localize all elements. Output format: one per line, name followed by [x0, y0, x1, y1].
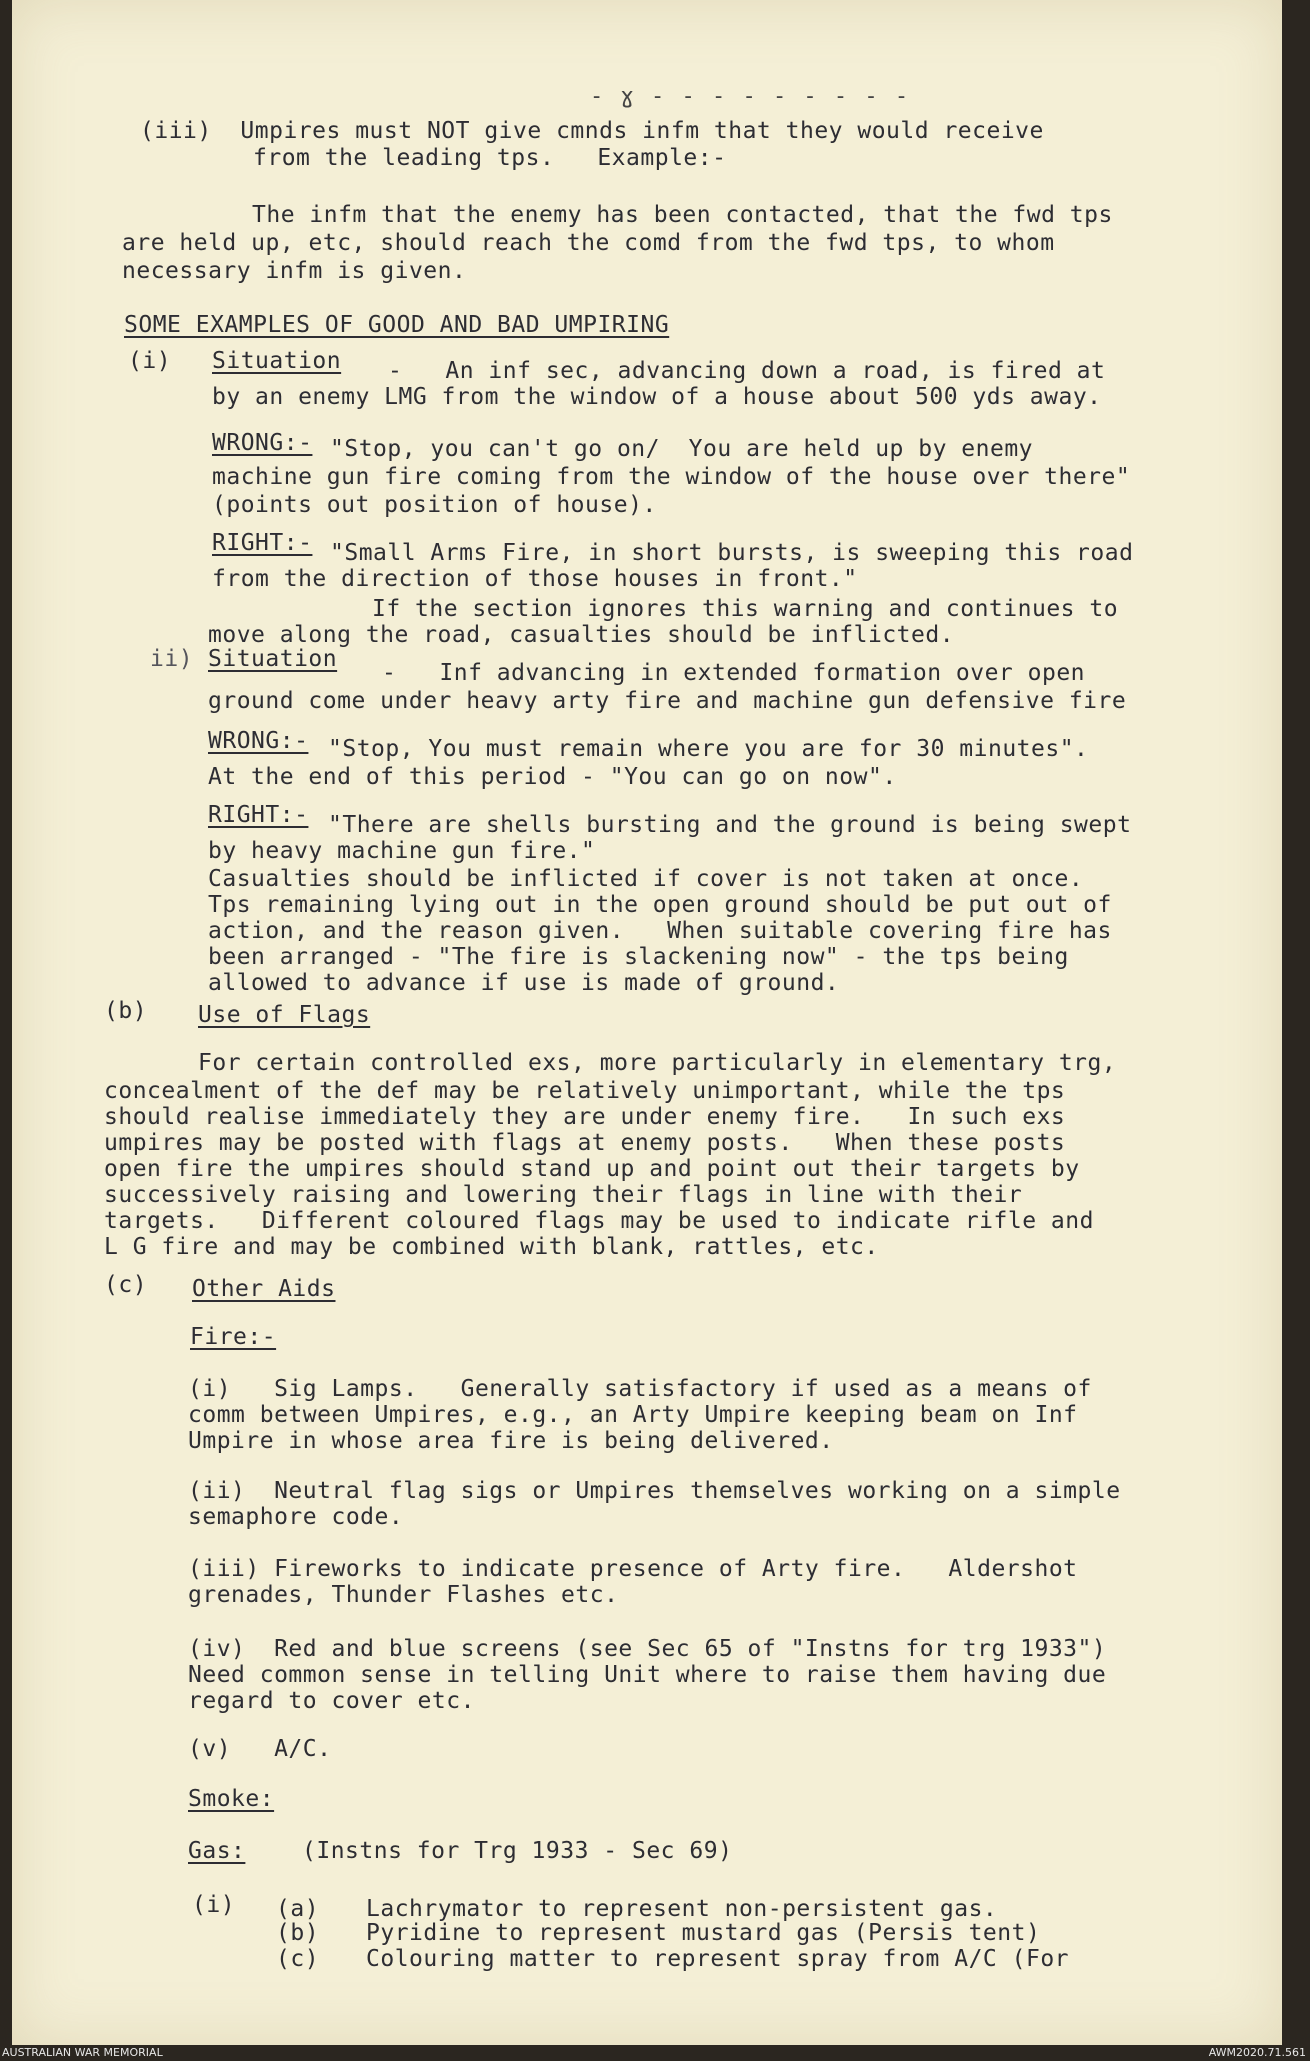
ex2-right-line-3: Casualties should be inflicted if cover is not taken at once. — [208, 866, 1084, 892]
smoke-heading: Smoke: — [188, 1786, 275, 1812]
ex2-situation-line-1: - Inf advancing in extended formation over open — [382, 660, 1086, 686]
ex2-right-line-2: by heavy machine gun fire." — [208, 838, 596, 864]
ex2-wrong-label: WRONG:- — [208, 728, 309, 754]
document-page — [12, 0, 1282, 2045]
ex2-situation-label: Situation — [208, 646, 338, 672]
para-iii-line-1: (iii) Umpires must NOT give cmnds infm that they would receive — [140, 118, 1044, 144]
ex1-right-line-4: move along the road, casualties should be inflicted. — [208, 622, 955, 648]
sec-b-line-1: For certain controlled exs, more particularly in elementary trg, — [198, 1050, 1117, 1076]
ex1-situation-label: Situation — [212, 348, 342, 374]
ex2-wrong-line-2: At the end of this period - "You can go on now". — [208, 764, 897, 790]
sec-b-line-3: should realise immediately they are under enemy fire. In such exs — [104, 1104, 1066, 1130]
ex1-wrong-label: WRONG:- — [212, 430, 313, 456]
ex1-right-line-2: from the direction of those houses in front." — [212, 566, 858, 592]
heading-examples: SOME EXAMPLES OF GOOD AND BAD UMPIRING — [124, 312, 670, 338]
ex1-wrong-line-3: (points out position of house). — [212, 492, 657, 518]
ex2-right-label: RIGHT:- — [208, 802, 309, 828]
footer-accession-number: AWM2020.71.561 — [1208, 2046, 1306, 2059]
ex1-number: (i) — [128, 348, 172, 374]
gas-item-b-text: Pyridine to represent mustard gas (Persis tent) — [366, 1920, 1041, 1946]
fire-item-ii-line-1: (ii) Neutral flag sigs or Umpires themselves working on a simple — [188, 1478, 1121, 1504]
fire-item-iv-line-1: (iv) Red and blue screens (see Sec 65 of "Instns for trg 1933") — [188, 1636, 1107, 1662]
fire-item-iv-line-2: Need common sense in telling Unit where to raise them having due — [188, 1662, 1107, 1688]
fire-item-iii-line-1: (iii) Fireworks to indicate presence of Arty fire. Aldershot — [188, 1556, 1078, 1582]
sec-b-heading: Use of Flags — [198, 1002, 371, 1028]
gas-item-b-label: (b) — [276, 1920, 320, 1946]
gas-item-c-label: (c) — [276, 1946, 320, 1972]
ex1-right-line-3: If the section ignores this warning and continues to — [372, 596, 1119, 622]
para-iii-line-2: from the leading tps. Example:- — [253, 145, 727, 171]
sec-b-line-6: successively raising and lowering their flags in line with their — [104, 1182, 1023, 1208]
fire-heading: Fire:- — [190, 1324, 277, 1350]
example-para-line-3: necessary infm is given. — [122, 258, 467, 284]
fire-item-i-line-1: (i) Sig Lamps. Generally satisfactory if used as a means of — [188, 1376, 1092, 1402]
ex1-right-line-1: "Small Arms Fire, in short bursts, is sweeping this road — [330, 540, 1134, 566]
gas-item-a-text: Lachrymator to represent non-persistent gas. — [366, 1896, 998, 1922]
fire-item-i-line-3: Umpire in whose area fire is being delivered. — [188, 1428, 834, 1454]
ex1-right-label: RIGHT:- — [212, 530, 313, 556]
sec-b-line-7: targets. Different coloured flags may be used to indicate rifle and — [104, 1208, 1094, 1234]
ex1-wrong-line-2: machine gun fire coming from the window of the house over there" — [212, 464, 1131, 490]
ex2-right-line-7: allowed to advance if use is made of ground. — [208, 970, 840, 996]
ex2-right-line-6: been arranged - "The fire is slackening now" - the tps being — [208, 944, 1069, 970]
sec-b-number: (b) — [104, 998, 148, 1024]
example-para-line-1: The infm that the enemy has been contacted, that the fwd tps — [252, 202, 1113, 228]
footer-credit: AUSTRALIAN WAR MEMORIAL — [2, 2046, 163, 2059]
sec-b-line-5: open fire the umpires should stand up and point out their targets by — [104, 1156, 1080, 1182]
ex2-right-line-1: "There are shells bursting and the ground is being swept — [328, 812, 1132, 838]
gas-heading: Gas: — [188, 1838, 246, 1864]
ex1-situation-line-2: by an enemy LMG from the window of a house about 500 yds away. — [212, 384, 1102, 410]
sec-b-line-8: L G fire and may be combined with blank, rattles, etc. — [104, 1234, 879, 1260]
gas-number: (i) — [192, 1892, 236, 1918]
ex1-situation-line-1: - An inf sec, advancing down a road, is fired at — [388, 358, 1106, 384]
ex2-wrong-line-1: "Stop, You must remain where you are for 30 minutes". — [328, 736, 1089, 762]
sec-c-number: (c) — [104, 1272, 148, 1298]
gas-reference: (Instns for Trg 1933 - Sec 69) — [302, 1838, 733, 1864]
gas-item-c-text: Colouring matter to represent spray from A/C (For — [366, 1946, 1070, 1972]
ex2-situation-line-2: ground come under heavy arty fire and machine gun defensive fire — [208, 688, 1127, 714]
sec-c-heading: Other Aids — [192, 1276, 336, 1302]
page-number-mark: - ɣ - - - - - - - - - — [590, 84, 911, 109]
ex2-right-line-4: Tps remaining lying out in the open ground should be put out of — [208, 892, 1112, 918]
sec-b-line-2: concealment of the def may be relatively unimportant, while the tps — [104, 1078, 1066, 1104]
sec-b-line-4: umpires may be posted with flags at enemy posts. When these posts — [104, 1130, 1066, 1156]
ex1-wrong-line-1: "Stop, you can't go on/ You are held up by enemy — [330, 436, 1034, 462]
example-para-line-2: are held up, etc, should reach the comd from the fwd tps, to whom — [122, 230, 1055, 256]
fire-item-v: (v) A/C. — [188, 1736, 332, 1762]
fire-item-iii-line-2: grenades, Thunder Flashes etc. — [188, 1582, 619, 1608]
ex2-right-line-5: action, and the reason given. When suitable covering fire has — [208, 918, 1112, 944]
gas-item-a-label: (a) — [276, 1896, 320, 1922]
fire-item-i-line-2: comm between Umpires, e.g., an Arty Umpire keeping beam on Inf — [188, 1402, 1078, 1428]
fire-item-iv-line-3: regard to cover etc. — [188, 1688, 475, 1714]
ex2-number: ii) — [150, 646, 194, 672]
fire-item-ii-line-2: semaphore code. — [188, 1504, 404, 1530]
